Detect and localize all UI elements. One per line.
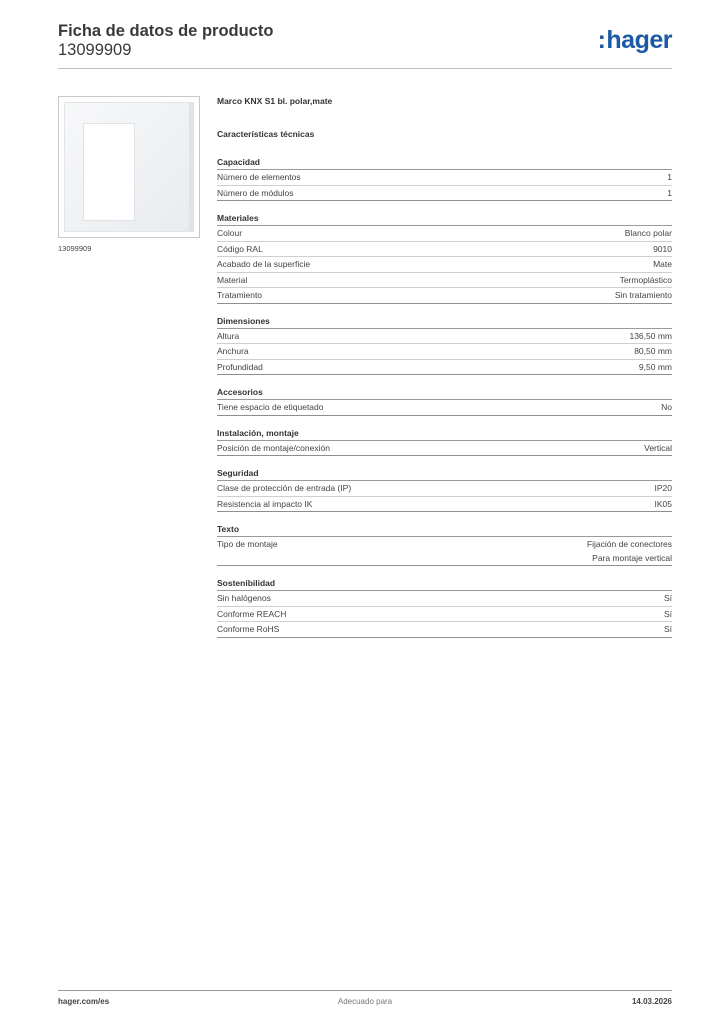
spec-row [217,170,672,186]
footer-website: hager.com/es [58,997,110,1006]
section-title: Accesorios [217,387,672,400]
logo-colon-mark: : [597,26,606,54]
spec-value [634,345,672,359]
spec-row [217,329,672,345]
spec-value-line: No [661,402,672,412]
spec-row [217,226,672,242]
spec-section [217,578,672,638]
spec-value [629,330,672,344]
spec-heading: Características técnicas [217,129,315,139]
spec-row [217,497,672,513]
spec-row [217,441,672,457]
spec-row [217,186,672,202]
footer-divider [58,990,672,991]
spec-value [644,442,672,456]
spec-value [667,187,672,201]
spec-value-line: Para montaje vertical [592,552,672,563]
spec-row [217,622,672,638]
spec-row [217,273,672,289]
spec-section [217,157,672,201]
page-header [58,22,672,70]
spec-label: Acabado de la superficie [217,259,311,269]
spec-value [639,361,672,375]
spec-value-line: Sin tratamiento [614,290,672,300]
hager-logo [598,26,672,55]
section-title: Seguridad [217,468,672,481]
spec-label: Posición de montaje/conexión [217,442,330,453]
spec-row [217,400,672,416]
spec-value-line: Vertical [644,442,672,453]
spec-value [667,171,672,185]
spec-row [217,607,672,623]
spec-label: Resistencia al impacto IK [217,498,313,509]
spec-label: Conforme REACH [217,608,287,619]
spec-value [625,227,672,241]
spec-section [217,213,672,304]
spec-section [217,387,672,416]
spec-label: Tiene espacio de etiquetado [217,402,324,412]
spec-value [661,401,672,415]
spec-label: Sin halógenos [217,593,271,603]
spec-section [217,524,672,566]
spec-label: Material [217,274,248,285]
spec-sections [217,157,672,638]
spec-label: Código RAL [217,243,263,254]
frame-opening [83,123,135,221]
footer-date: 14.03.2026 [631,997,672,1006]
logo-wordmark: hager [606,26,672,54]
spec-value-line: Sí [663,624,672,634]
frame-illustration [64,102,194,232]
spec-value [664,623,672,637]
spec-row [217,481,672,497]
spec-value-line: 1 [667,172,672,182]
spec-row [217,591,672,607]
spec-row [217,360,672,376]
spec-section [217,316,672,376]
spec-section [217,428,672,457]
header-divider [58,68,672,69]
spec-label: Colour [217,228,243,238]
spec-value [620,274,672,288]
spec-label: Número de módulos [217,187,294,198]
spec-label: Tipo de montaje [217,539,278,549]
page-title: Ficha de datos de producto [58,22,274,40]
spec-value-line: 1 [667,187,672,198]
spec-label: Tratamiento [217,290,263,300]
spec-value [587,538,672,565]
spec-label: Profundidad [217,361,263,372]
spec-value [653,243,672,257]
footer-note: Adecuado para [337,997,393,1006]
spec-label: Conforme RoHS [217,624,280,634]
product-image [58,96,200,238]
spec-value [664,608,672,622]
spec-value [655,498,673,512]
section-title: Texto [217,524,672,537]
spec-label: Número de elementos [217,172,301,182]
section-title: Dimensiones [217,316,672,329]
spec-value-line: Termoplástico [619,274,672,285]
spec-row [217,242,672,258]
spec-row [217,288,672,304]
spec-value-line: 9,50 mm [638,361,672,372]
spec-row [217,344,672,360]
frame-edge-shadow [189,103,193,231]
spec-value-line: IP20 [654,483,672,493]
spec-value [653,258,672,272]
spec-column [217,96,672,638]
spec-label: Anchura [217,346,249,356]
spec-value-line: Mate [653,259,672,269]
spec-value-line: Blanco polar [624,228,672,238]
spec-value-line: Sí [663,593,672,603]
section-title: Sostenibilidad [217,578,672,591]
spec-value-line: IK05 [654,498,672,509]
spec-value [615,289,672,303]
product-number: 13099909 [58,41,132,59]
spec-section [217,468,672,512]
spec-value-line: 9010 [653,243,672,254]
spec-label: Altura [217,330,240,341]
spec-value [664,592,672,606]
section-title: Materiales [217,213,672,226]
spec-value-line: 80,50 mm [634,346,672,356]
spec-row [217,257,672,273]
image-caption: 13099909 [58,244,92,253]
spec-label: Clase de protección de entrada (IP) [217,483,352,493]
spec-value-line: 136,50 mm [629,330,672,341]
spec-row [217,537,672,566]
spec-value [655,482,673,496]
section-title: Capacidad [217,157,672,170]
spec-value-line: Sí [663,608,672,619]
spec-value-line: Fijación de conectores [586,539,672,549]
product-name: Marco KNX S1 bl. polar,mate [217,96,333,106]
section-title: Instalación, montaje [217,428,672,441]
